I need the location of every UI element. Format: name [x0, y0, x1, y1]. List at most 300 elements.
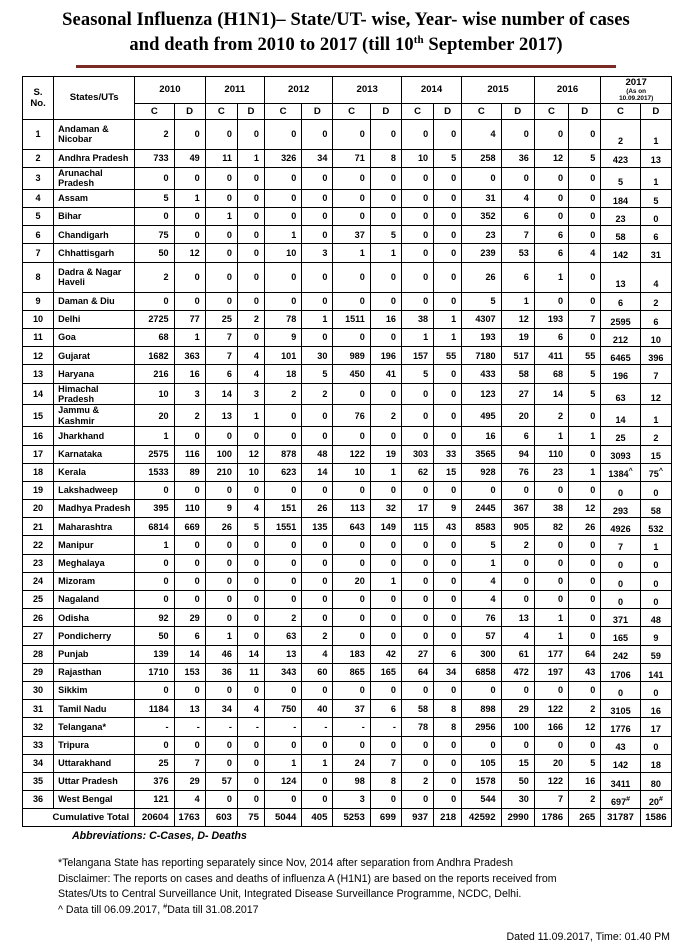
data-cell: 0 [237, 292, 264, 310]
data-cell: 1706 [601, 663, 640, 681]
data-cell: 149 [370, 518, 401, 536]
data-cell: 0 [237, 208, 264, 226]
data-cell: 141 [640, 663, 671, 681]
data-cell: - [174, 718, 205, 736]
total-cell: 42592 [462, 809, 501, 827]
data-cell: 7 [534, 791, 568, 809]
data-cell: 2 [237, 310, 264, 328]
data-cell: 17 [401, 500, 433, 518]
data-cell: 14 [302, 463, 333, 481]
table-row [23, 244, 672, 262]
data-cell: 1 [434, 310, 462, 328]
data-cell: 0 [434, 736, 462, 754]
data-cell: 23 [534, 463, 568, 481]
data-cell: 0 [569, 292, 601, 310]
row-serial-number: 3 [23, 167, 54, 189]
data-cell: 14 [601, 405, 640, 427]
data-cell: 1682 [135, 347, 174, 365]
data-cell: 14 [205, 383, 237, 405]
data-cell: 157 [401, 347, 433, 365]
data-cell: 0 [640, 591, 671, 609]
data-cell: 0 [434, 427, 462, 445]
data-cell: 0 [237, 536, 264, 554]
table-row [23, 328, 672, 346]
data-cell: 0 [640, 481, 671, 499]
data-cell: 57 [462, 627, 501, 645]
data-cell: 0 [434, 208, 462, 226]
data-cell: 27 [501, 383, 534, 405]
data-cell: 0 [302, 791, 333, 809]
row-serial-number: 5 [23, 208, 54, 226]
data-cell: 16 [370, 310, 401, 328]
data-cell: 0 [237, 189, 264, 207]
data-cell: 1 [534, 262, 568, 292]
row-state-name: Mizoram [54, 572, 135, 590]
data-cell: 0 [501, 554, 534, 572]
data-cell: 0 [302, 262, 333, 292]
data-cell: 46 [205, 645, 237, 663]
data-cell: 5 [569, 149, 601, 167]
data-cell: 0 [370, 554, 401, 572]
data-cell: 6 [205, 365, 237, 383]
data-cell: 0 [237, 609, 264, 627]
data-cell: 2 [370, 405, 401, 427]
data-cell: 0 [534, 681, 568, 699]
data-cell: 0 [370, 262, 401, 292]
data-cell: 4 [462, 572, 501, 590]
data-cell: 0 [237, 481, 264, 499]
data-cell: 0 [534, 481, 568, 499]
total-cell: 937 [401, 809, 433, 827]
data-cell: 0 [434, 681, 462, 699]
data-cell: 0 [401, 591, 433, 609]
data-cell: 989 [333, 347, 370, 365]
table-row [23, 481, 672, 499]
table-row [23, 609, 672, 627]
data-cell: - [205, 718, 237, 736]
data-cell: 48 [640, 609, 671, 627]
data-cell: 0 [205, 609, 237, 627]
data-cell: 1 [370, 244, 401, 262]
total-cell: 1586 [640, 809, 671, 827]
data-cell: 0 [401, 754, 433, 772]
data-cell: 5 [302, 365, 333, 383]
total-cell: 218 [434, 809, 462, 827]
data-cell: 36 [501, 149, 534, 167]
data-cell: 0 [370, 328, 401, 346]
data-cell: 0 [174, 262, 205, 292]
data-cell: 122 [333, 445, 370, 463]
data-cell: 6465 [601, 347, 640, 365]
data-cell: 5 [569, 754, 601, 772]
data-cell: 7 [501, 226, 534, 244]
data-cell: 0 [534, 208, 568, 226]
data-cell: 0 [434, 772, 462, 790]
data-cell: 0 [401, 427, 433, 445]
data-cell: 0 [569, 328, 601, 346]
cumulative-total-label: Cumulative Total [23, 809, 135, 827]
data-cell: 0 [501, 681, 534, 699]
data-cell: 24 [333, 754, 370, 772]
data-cell: 4 [237, 347, 264, 365]
data-cell: 0 [601, 681, 640, 699]
data-cell: 193 [462, 328, 501, 346]
data-cell: 62 [401, 463, 433, 481]
data-cell: 7 [640, 365, 671, 383]
data-cell: 8583 [462, 518, 501, 536]
row-state-name: Rajasthan [54, 663, 135, 681]
data-cell: 0 [434, 244, 462, 262]
data-cell: 0 [302, 119, 333, 149]
data-cell: 0 [237, 226, 264, 244]
data-cell: 4 [640, 262, 671, 292]
total-cell: 75 [237, 809, 264, 827]
data-cell: 12 [569, 718, 601, 736]
row-serial-number: 20 [23, 500, 54, 518]
data-cell: 2956 [462, 718, 501, 736]
data-cell: 1710 [135, 663, 174, 681]
row-serial-number: 21 [23, 518, 54, 536]
table-row [23, 310, 672, 328]
data-cell: 1 [205, 627, 237, 645]
page-title-line-1: Seasonal Influenza (H1N1)– State/UT- wise, Year- wise number of cases [62, 10, 630, 30]
data-cell: 5 [569, 383, 601, 405]
data-cell: 34 [205, 700, 237, 718]
footnote-telangana: *Telangana State has reporting separately since Nov, 2014 after separation from Andhra Pradesh [58, 857, 514, 870]
data-cell: 0 [302, 736, 333, 754]
table-row [23, 500, 672, 518]
data-cell: 17 [640, 718, 671, 736]
data-cell: 38 [401, 310, 433, 328]
data-cell: 0 [434, 365, 462, 383]
data-cell: 64 [569, 645, 601, 663]
data-cell: 0 [333, 736, 370, 754]
data-cell: 26 [302, 500, 333, 518]
data-cell: 0 [237, 791, 264, 809]
data-cell: 517 [501, 347, 534, 365]
data-cell: 124 [264, 772, 301, 790]
data-cell: 0 [333, 627, 370, 645]
data-cell: 1776 [601, 718, 640, 736]
header-deaths-2015: D [501, 103, 534, 119]
abbreviations-note: Abbreviations: C-Cases, D- Deaths [72, 830, 247, 843]
header-sno-line1: S. [33, 86, 43, 98]
row-state-name: Pondicherry [54, 627, 135, 645]
data-cell: 14 [174, 645, 205, 663]
table-row [23, 208, 672, 226]
total-cell: 265 [569, 809, 601, 827]
data-cell: 11 [237, 663, 264, 681]
data-cell: 376 [135, 772, 174, 790]
data-cell: 0 [205, 189, 237, 207]
data-cell: 2 [569, 791, 601, 809]
data-cell: 12 [501, 310, 534, 328]
header-cases-2017: C [601, 103, 640, 119]
data-cell: 928 [462, 463, 501, 481]
data-cell: 142 [601, 754, 640, 772]
table-head [23, 77, 672, 120]
data-cell: 0 [370, 383, 401, 405]
data-cell: - [264, 718, 301, 736]
data-cell: 33 [434, 445, 462, 463]
footnote-marker: # [658, 795, 663, 803]
data-cell: 472 [501, 663, 534, 681]
data-cell: 197 [534, 663, 568, 681]
table-row [23, 627, 672, 645]
data-cell: 0 [174, 572, 205, 590]
data-cell: 0 [370, 167, 401, 189]
header-deaths-2014: D [434, 103, 462, 119]
data-cell: 212 [601, 328, 640, 346]
data-cell: 4 [569, 244, 601, 262]
data-cell: 0 [302, 427, 333, 445]
row-state-name: Dadra & Nagar Haveli [54, 262, 135, 292]
data-cell: 0 [205, 119, 237, 149]
row-state-name: Jharkhand [54, 427, 135, 445]
data-cell: 6 [501, 208, 534, 226]
data-cell: 4 [501, 627, 534, 645]
data-cell: 3 [333, 791, 370, 809]
row-state-name: Karnataka [54, 445, 135, 463]
row-serial-number: 23 [23, 554, 54, 572]
data-cell: 2 [264, 609, 301, 627]
row-state-name: Nagaland [54, 591, 135, 609]
table-row [23, 445, 672, 463]
data-cell: 6 [640, 310, 671, 328]
data-cell: 1 [569, 463, 601, 481]
data-cell: 0 [601, 554, 640, 572]
data-cell: 34 [434, 663, 462, 681]
data-cell: 0 [569, 405, 601, 427]
data-cell: 63 [601, 383, 640, 405]
data-cell: 6814 [135, 518, 174, 536]
data-cell: 110 [534, 445, 568, 463]
data-cell: 0 [569, 167, 601, 189]
data-cell: 20# [640, 791, 671, 809]
data-cell: 76 [462, 609, 501, 627]
data-cell: 0 [401, 405, 433, 427]
row-state-name: Assam [54, 189, 135, 207]
row-state-name: Punjab [54, 645, 135, 663]
header-cases-2013: C [333, 103, 370, 119]
total-cell: 5044 [264, 809, 301, 827]
row-state-name: Tamil Nadu [54, 700, 135, 718]
data-cell: 0 [333, 167, 370, 189]
header-year-2017-label: 2017 [625, 77, 647, 88]
data-cell: 0 [302, 772, 333, 790]
data-cell: 0 [205, 591, 237, 609]
data-cell: 258 [462, 149, 501, 167]
header-year-2012: 2012 [264, 77, 333, 104]
data-cell: 13 [205, 405, 237, 427]
row-serial-number: 2 [23, 149, 54, 167]
data-cell: 196 [601, 365, 640, 383]
data-cell: 6 [174, 627, 205, 645]
data-cell: 177 [534, 645, 568, 663]
data-cell: 0 [333, 609, 370, 627]
data-cell: 0 [237, 244, 264, 262]
data-cell: 1 [264, 226, 301, 244]
data-cell: 122 [534, 772, 568, 790]
data-cell: 0 [205, 226, 237, 244]
data-cell: 0 [135, 736, 174, 754]
data-cell: 5 [135, 189, 174, 207]
data-cell: 0 [434, 189, 462, 207]
data-cell: 63 [264, 627, 301, 645]
data-cell: 0 [601, 481, 640, 499]
data-cell: 0 [174, 481, 205, 499]
data-cell: 4 [462, 591, 501, 609]
data-cell: 2 [640, 292, 671, 310]
data-cell: 11 [205, 149, 237, 167]
data-cell: 0 [401, 189, 433, 207]
data-cell: 15 [434, 463, 462, 481]
data-cell: 1511 [333, 310, 370, 328]
data-cell: 110 [174, 500, 205, 518]
data-cell: 1 [302, 310, 333, 328]
data-cell: - [370, 718, 401, 736]
table-row [23, 736, 672, 754]
data-cell: 0 [401, 627, 433, 645]
data-cell: 0 [264, 591, 301, 609]
data-cell: 7 [569, 310, 601, 328]
data-cell: 0 [370, 189, 401, 207]
row-serial-number: 31 [23, 700, 54, 718]
data-cell: 0 [434, 481, 462, 499]
row-state-name: Daman & Diu [54, 292, 135, 310]
footnotes-block [0, 842, 692, 918]
data-cell: 0 [302, 189, 333, 207]
data-cell: 2 [401, 772, 433, 790]
header-states-uts: States/UTs [54, 77, 135, 120]
data-cell: 352 [462, 208, 501, 226]
data-cell: 9 [640, 627, 671, 645]
data-cell: 2445 [462, 500, 501, 518]
data-cell: 0 [401, 208, 433, 226]
data-cell: 0 [237, 681, 264, 699]
data-cell: 8 [370, 149, 401, 167]
data-cell: 0 [569, 481, 601, 499]
header-cases-2016: C [534, 103, 568, 119]
data-cell: 1578 [462, 772, 501, 790]
data-cell: 61 [501, 645, 534, 663]
data-cell: 4307 [462, 310, 501, 328]
data-cell: 3565 [462, 445, 501, 463]
data-cell: 43 [601, 736, 640, 754]
data-cell: 58 [601, 226, 640, 244]
data-cell: 1 [174, 189, 205, 207]
row-serial-number: 28 [23, 645, 54, 663]
table-row [23, 718, 672, 736]
table-row [23, 189, 672, 207]
footnote-data-till-caret: ^ Data till 06.09.2017, [58, 904, 164, 917]
data-cell: 15 [640, 445, 671, 463]
data-cell: 57 [205, 772, 237, 790]
row-serial-number: 15 [23, 405, 54, 427]
data-cell: 1 [569, 427, 601, 445]
row-state-name: Sikkim [54, 681, 135, 699]
row-state-name: West Bengal [54, 791, 135, 809]
data-cell: 423 [601, 149, 640, 167]
data-cell: 4 [237, 365, 264, 383]
data-cell: 0 [264, 791, 301, 809]
data-cell: 94 [501, 445, 534, 463]
data-cell: 5 [601, 167, 640, 189]
data-cell: 0 [569, 572, 601, 590]
table-row [23, 119, 672, 149]
data-cell: 0 [434, 627, 462, 645]
data-cell: 0 [434, 536, 462, 554]
data-cell: 5 [370, 226, 401, 244]
data-cell: 4 [174, 791, 205, 809]
data-cell: 38 [534, 500, 568, 518]
data-cell: 1 [534, 609, 568, 627]
data-cell: 0 [135, 167, 174, 189]
data-cell: 78 [401, 718, 433, 736]
data-cell: 1 [534, 427, 568, 445]
data-cell: 92 [135, 609, 174, 627]
header-year-2017-sub2: 10.09.2017) [619, 95, 654, 103]
data-cell: 10 [333, 463, 370, 481]
data-cell: 0 [302, 481, 333, 499]
row-serial-number: 17 [23, 445, 54, 463]
row-serial-number: 27 [23, 627, 54, 645]
row-serial-number: 24 [23, 572, 54, 590]
row-state-name: Bihar [54, 208, 135, 226]
data-cell: 0 [205, 791, 237, 809]
data-cell: 0 [401, 244, 433, 262]
data-cell: 0 [534, 292, 568, 310]
row-serial-number: 16 [23, 427, 54, 445]
data-cell: 0 [462, 681, 501, 699]
data-cell: 0 [264, 262, 301, 292]
data-cell: 3 [237, 383, 264, 405]
data-cell: 196 [370, 347, 401, 365]
data-cell: 6 [370, 700, 401, 718]
data-cell: 0 [434, 754, 462, 772]
data-cell: 544 [462, 791, 501, 809]
data-cell: 0 [333, 554, 370, 572]
data-cell: 0 [264, 554, 301, 572]
data-cell: 183 [333, 645, 370, 663]
table-body [23, 119, 672, 809]
data-cell: 865 [333, 663, 370, 681]
data-cell: 0 [370, 208, 401, 226]
data-cell: 12 [534, 149, 568, 167]
data-cell: 0 [302, 208, 333, 226]
data-cell: 9 [205, 500, 237, 518]
data-cell: 78 [264, 310, 301, 328]
data-cell: 10 [237, 463, 264, 481]
row-serial-number: 32 [23, 718, 54, 736]
data-cell: 9 [264, 328, 301, 346]
data-cell: 0 [302, 167, 333, 189]
table-row [23, 405, 672, 427]
data-cell: 49 [174, 149, 205, 167]
data-cell: 1 [640, 536, 671, 554]
data-cell: 0 [640, 554, 671, 572]
data-cell: 7 [205, 347, 237, 365]
data-cell: 3105 [601, 700, 640, 718]
data-cell: 30 [302, 347, 333, 365]
data-cell: 29 [174, 772, 205, 790]
data-cell: - [237, 718, 264, 736]
data-cell: 0 [569, 445, 601, 463]
data-cell: 0 [302, 554, 333, 572]
row-state-name: Delhi [54, 310, 135, 328]
data-cell: 20 [333, 572, 370, 590]
data-cell: 0 [534, 554, 568, 572]
